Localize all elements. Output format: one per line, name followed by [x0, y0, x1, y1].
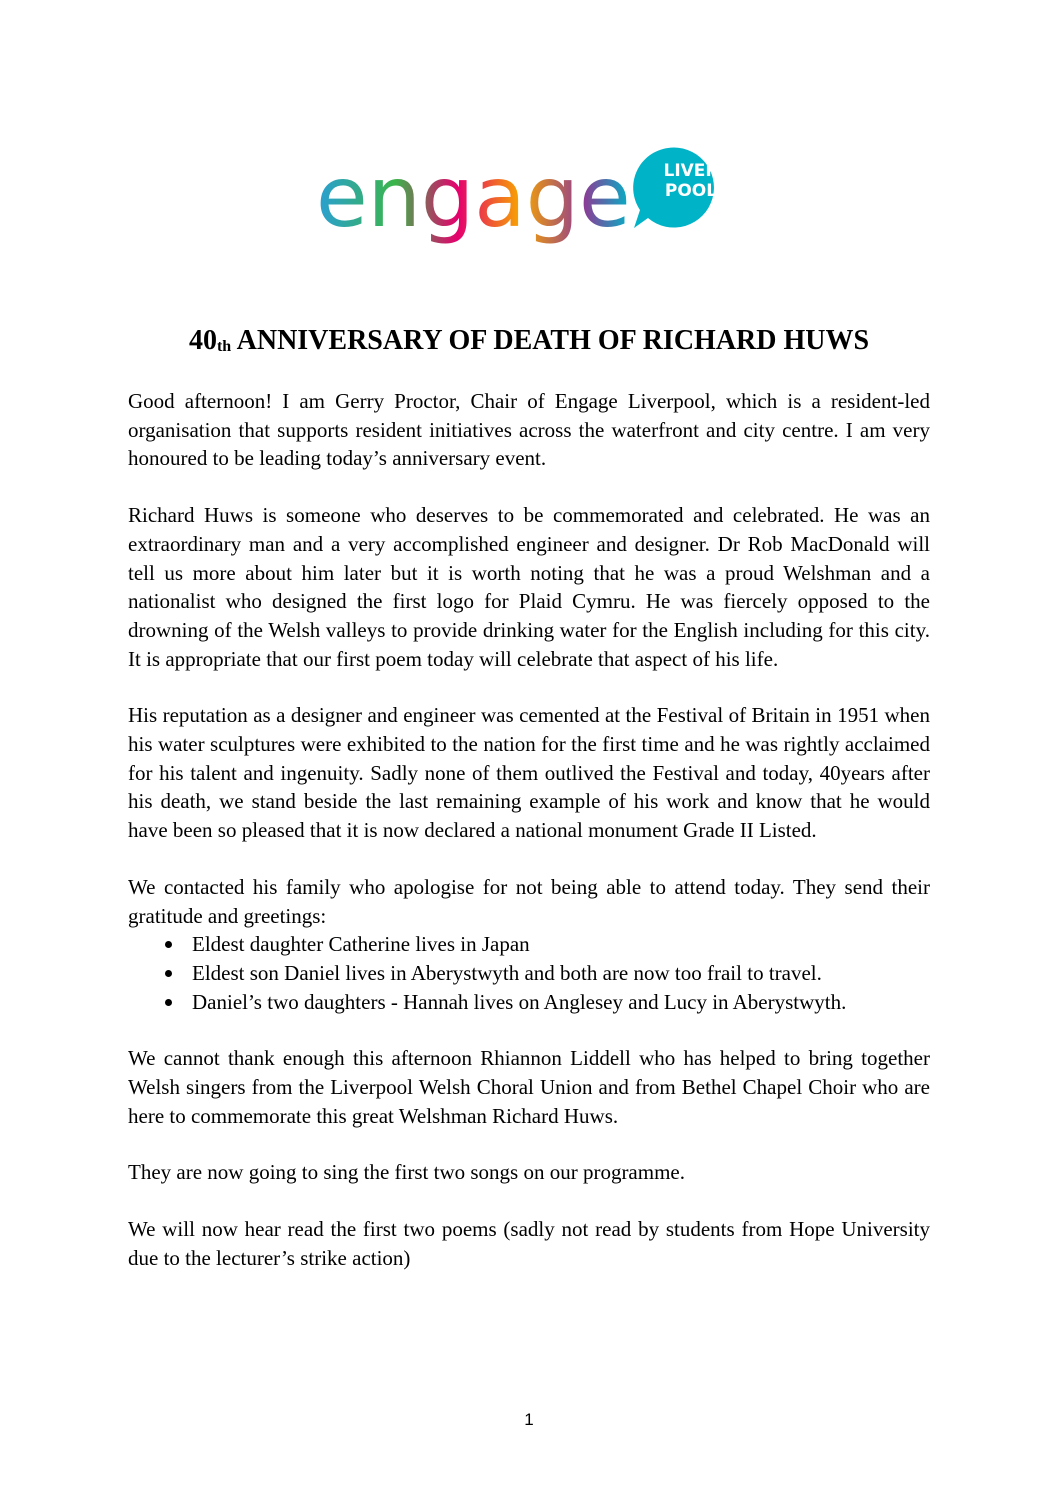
- title-ordinal: th: [216, 338, 232, 355]
- title-number: 40: [188, 325, 217, 356]
- paragraph-intro: Good afternoon! I am Gerry Proctor, Chair of Engage Liverpool, which is a resident-led organisation that supports resident initiatives across the waterfront and city centre. I am very honoured to be leading today’s anniversary event.: [128, 389, 930, 471]
- paragraph-songs: They are now going to sing the first two songs on our programme.: [128, 1160, 685, 1185]
- family-list: [128, 930, 930, 1016]
- paragraph-reputation: His reputation as a designer and engineer was cemented at the Festival of Britain in 1951 when his water sculptures were exhibited to the nation for the first time and he was rightly acclaimed for his talent and ingenuity. Sadly none of them outlived the Festival and today, 40years after his death, we stand beside the last remaining example of his work and know that he would have been so pleased that it is now declared a national monument Grade II Listed.: [128, 703, 930, 843]
- document-title: [0, 325, 1058, 357]
- logo-wordmark: engage: [316, 148, 631, 246]
- list-item: Eldest daughter Catherine lives in Japan: [192, 930, 930, 959]
- title-text: ANNIVERSARY OF DEATH OF RICHARD HUWS: [231, 325, 870, 356]
- paragraph-poems: We will now hear read the first two poems (sadly not read by students from Hope University due to the lecturer’s strike action): [128, 1217, 930, 1270]
- engage-liverpool-logo: [316, 146, 736, 264]
- list-item: Eldest son Daniel lives in Aberystwyth and both are now too frail to travel.: [192, 959, 930, 988]
- document-body: [128, 387, 930, 1301]
- logo-bubble-line-2: POOL: [664, 181, 718, 201]
- paragraph-richard-huws: Richard Huws is someone who deserves to be commemorated and celebrated. He was an extraordinary man and a very accomplished engineer and designer. Dr Rob MacDonald will tell us more about him later but it is worth noting that he was a proud Welshman and a nationalist who designed the first logo for Plaid Cymru. He was fiercely opposed to the drowning of the Welsh valleys to provide drinking water for the English including for this city. It is appropriate that our first poem today will celebrate that aspect of his life.: [128, 503, 930, 671]
- page-number: 1: [524, 1410, 534, 1429]
- paragraph-thanks: We cannot thank enough this afternoon Rhiannon Liddell who has helped to bring together Welsh singers from the Liverpool Welsh Choral Union and from Bethel Chapel Choir who are here to commemorate this great Welshman Richard Huws.: [128, 1046, 930, 1128]
- paragraph-family: We contacted his family who apologise for not being able to attend today. They send their gratitude and greetings:: [128, 874, 930, 928]
- list-item: Daniel’s two daughters - Hannah lives on Anglesey and Lucy in Aberystwyth.: [192, 988, 930, 1017]
- logo-bubble-line-1: LIVER: [663, 161, 719, 181]
